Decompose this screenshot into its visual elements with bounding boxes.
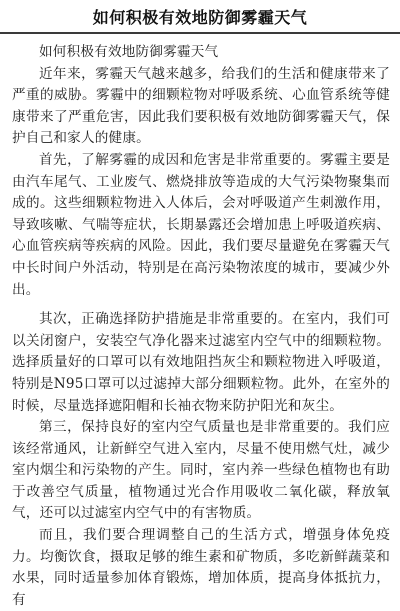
document-title: 如何积极有效地防御雾霾天气 bbox=[92, 7, 308, 27]
paragraph-indoor-air: 第三，保持良好的室内空气质量也是非常重要的。我们应该经常通风，让新鲜空气进入室内，尽量不使用燃气灶，减少室内烟尘和污染物的产生。同时，室内养一些绿色植物也有助于改善空气质量，植物通过光合作用吸收二氧化碳，释放氧气，还可以过滤室内空气中的有害物质。 bbox=[12, 419, 390, 522]
paragraph-protection: 其次，正确选择防护措施是非常重要的。在室内，我们可以关闭窗户，安装空气净化器来过滤室内空气中的细颗粒物。选择质量好的口罩可以有效地阻挡灰尘和颗粒物进入呼吸道，特别是N95口罩可以过滤掉大部分细颗粒物。此外，在室外的时候，尽量选择遮阳帽和长袖衣物来防护阳光和灰尘。 bbox=[12, 311, 390, 414]
paragraph-intro: 近年来，雾霾天气越来越多，给我们的生活和健康带来了严重的威胁。雾霾中的细颗粒物对呼吸系统、心血管系统等健康带来了严重危害，因此我们要积极有效地防御雾霾天气，保护自己和家人的健康。 bbox=[12, 65, 390, 147]
title-bar bbox=[0, 0, 400, 34]
document-body bbox=[12, 42, 390, 611]
article-heading: 如何积极有效地防御雾霾天气 bbox=[39, 44, 219, 60]
paragraph-lifestyle: 而且，我们要合理调整自己的生活方式，增强身体免疫力。均衡饮食，摄取足够的维生素和矿物质，多吃新鲜蔬菜和水果，同时适量参加体育锻炼，增加体质，提高身体抵抗力，有 bbox=[12, 527, 390, 608]
paragraph-causes: 首先，了解雾霾的成因和危害是非常重要的。雾霾主要是由汽车尾气、工业废气、燃烧排放等造成的大气污染物聚集而成的。这些细颗粒物进入人体后，会对呼吸道产生刺激作用，导致咳嗽、气喘等症状，长期暴露还会增加患上呼吸道疾病、心血管疾病等疾病的风险。因此，我们要尽量避免在雾霾天气中长时间户外活动，特别是在高污染物浓度的城市，要减少外出。 bbox=[12, 151, 390, 298]
